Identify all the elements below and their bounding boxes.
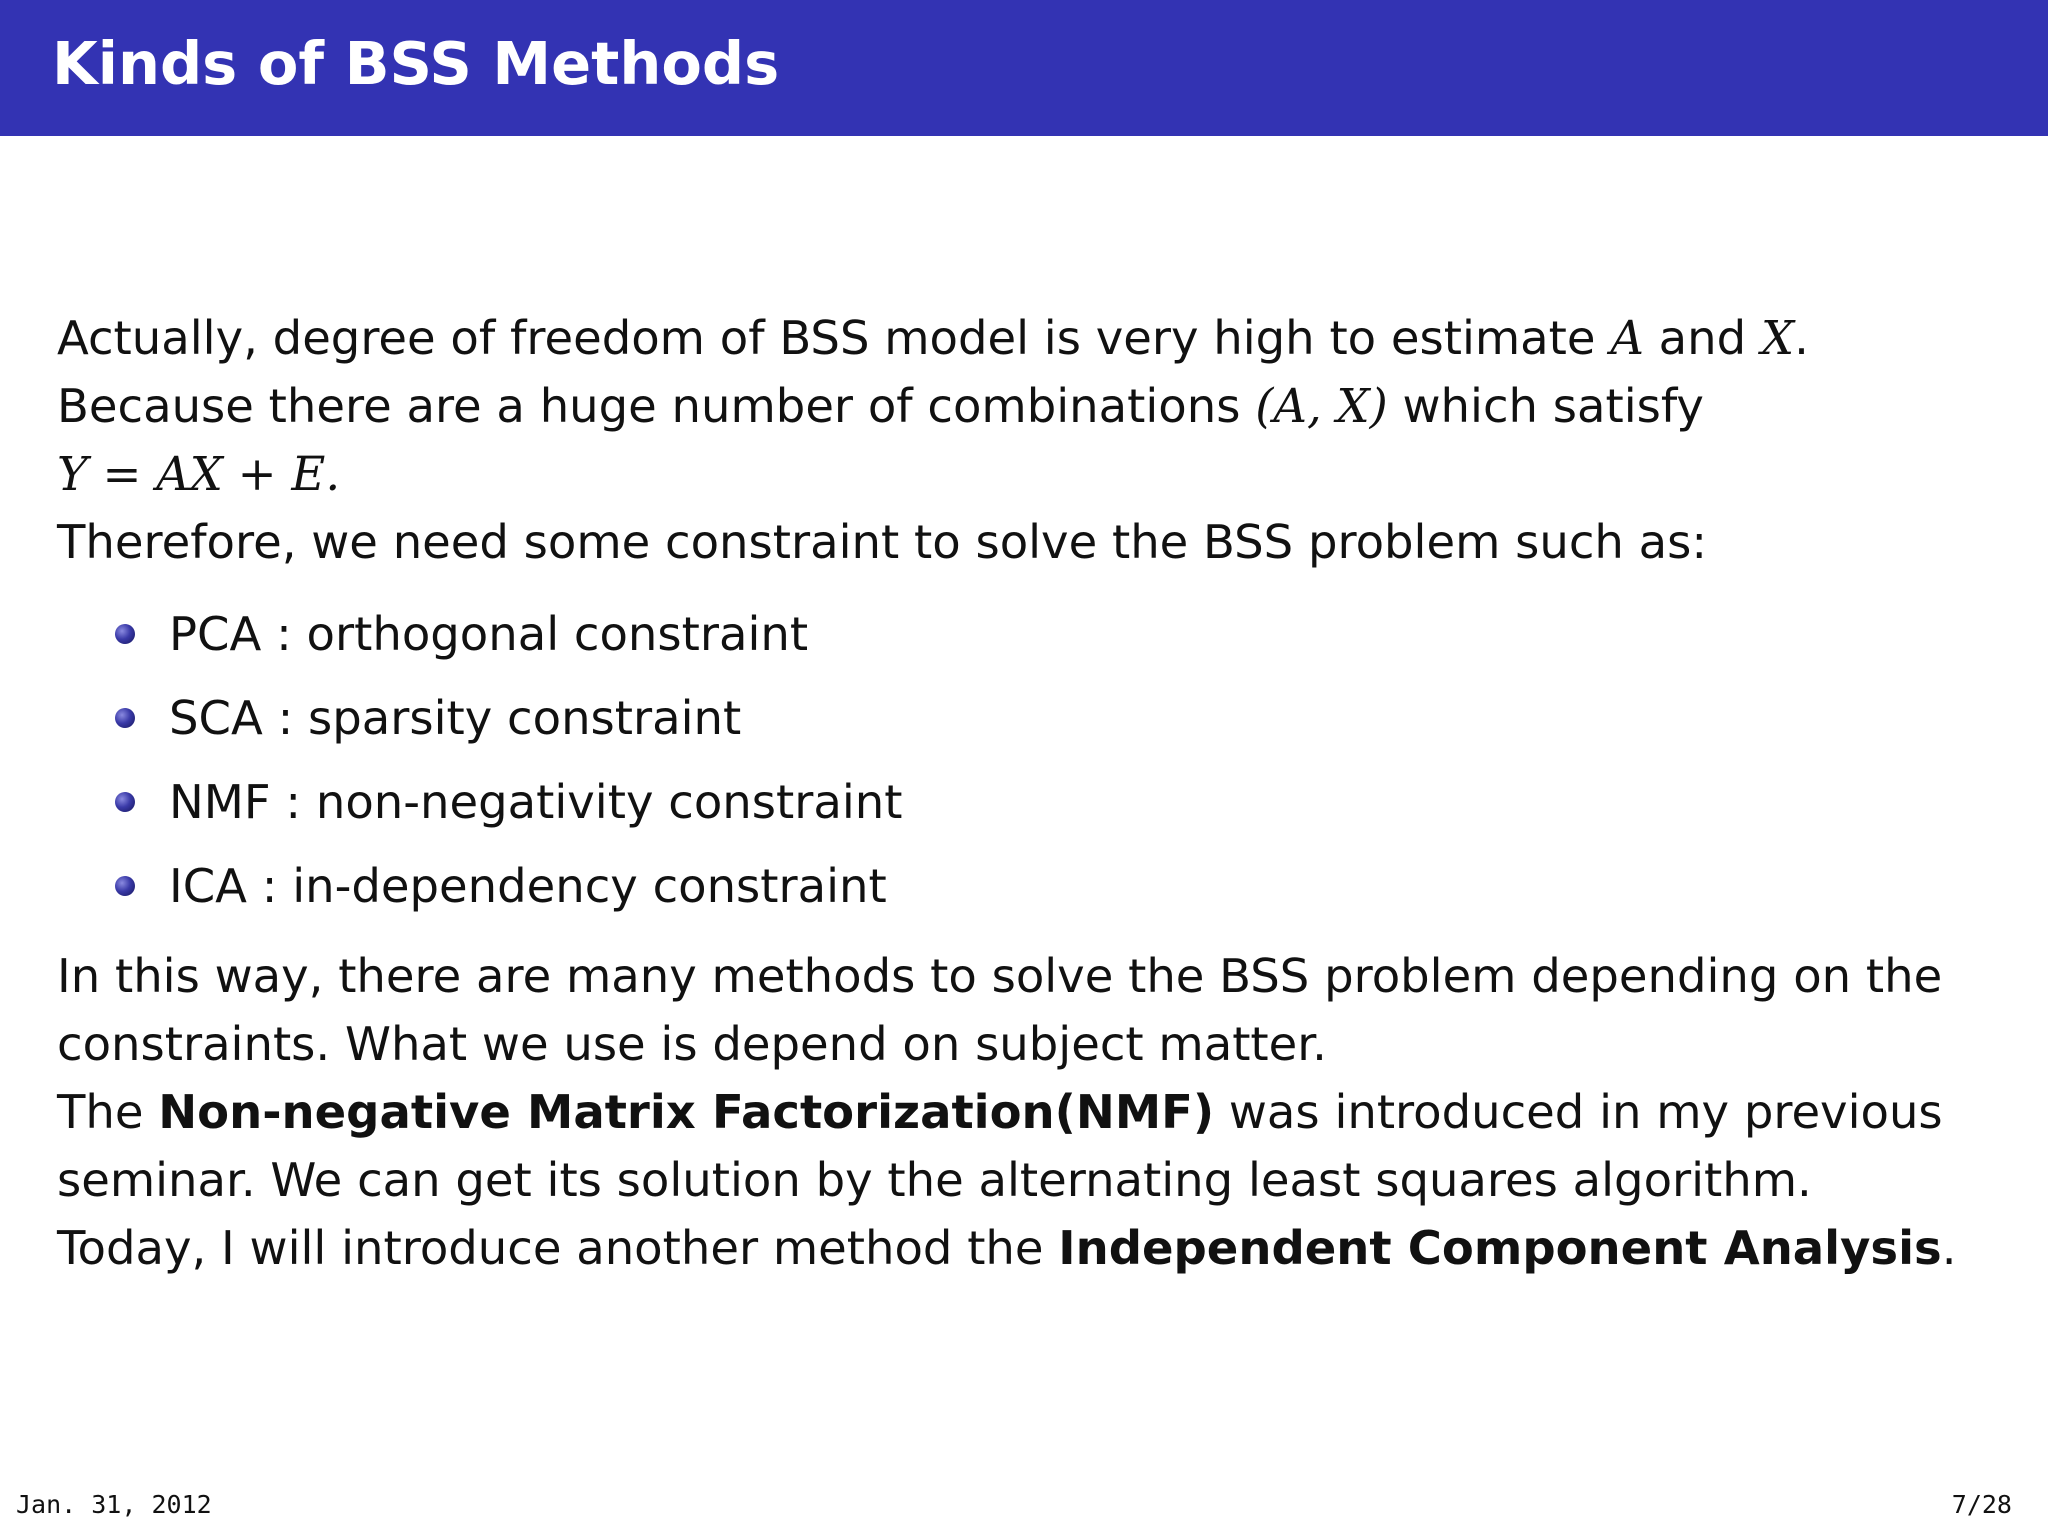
math-a: A	[1610, 311, 1644, 365]
list-item-label: NMF : non-negativity constraint	[169, 775, 903, 829]
closing-text-4: .	[1941, 1221, 1957, 1275]
bullet-icon	[115, 876, 135, 896]
closing-line-4: seminar. We can get its solution by the alternating least squares algorithm.	[57, 1153, 1812, 1207]
nmf-term: Non-negative Matrix Factorization(NMF)	[158, 1085, 1215, 1139]
closing-text-1: The	[57, 1085, 159, 1139]
bullet-icon	[115, 624, 135, 644]
math-pair-ax: (A, X)	[1255, 379, 1388, 433]
bullet-icon	[115, 708, 135, 728]
page-number: 7/28	[1951, 1490, 2012, 1519]
intro-text-4: Because there are a huge number of combinations	[57, 379, 1256, 433]
intro-line-2	[57, 372, 2007, 440]
math-x: X	[1760, 311, 1795, 365]
list-item	[57, 760, 2007, 844]
slide-title: Kinds of BSS Methods	[52, 29, 780, 98]
list-item	[57, 844, 2007, 928]
list-item-label: SCA : sparsity constraint	[169, 691, 742, 745]
closing-line-5	[57, 1214, 2007, 1282]
title-bar	[0, 0, 2048, 136]
closing-line-1: In this way, there are many methods to solve the BSS problem depending on the	[57, 949, 1943, 1003]
intro-text-5: which satisfy	[1387, 379, 1704, 433]
intro-text-2: and	[1643, 311, 1761, 365]
list-item-label: PCA : orthogonal constraint	[169, 607, 809, 661]
bullet-icon	[115, 792, 135, 812]
intro-line-4: Therefore, we need some constraint to solve the BSS problem such as:	[57, 515, 1708, 569]
model-equation: Y = AX + E.	[57, 447, 341, 501]
ica-term: Independent Component Analysis	[1058, 1221, 1942, 1275]
footer-date: Jan. 31, 2012	[16, 1490, 212, 1519]
closing-line-3	[57, 1078, 2007, 1146]
closing-text-2: was introduced in my previous	[1214, 1085, 1943, 1139]
list-item	[57, 676, 2007, 760]
intro-text-3: .	[1794, 311, 1809, 365]
closing-text-3: Today, I will introduce another method the	[57, 1221, 1059, 1275]
intro-line-1	[57, 304, 2007, 372]
closing-line-2: constraints. What we use is depend on subject matter.	[57, 1017, 1327, 1071]
slide-body	[57, 304, 2007, 1282]
list-item-label: ICA : in-dependency constraint	[169, 859, 887, 913]
intro-text-1: Actually, degree of freedom of BSS model is very high to estimate	[57, 311, 1611, 365]
constraint-list	[57, 592, 2007, 928]
list-item	[57, 592, 2007, 676]
